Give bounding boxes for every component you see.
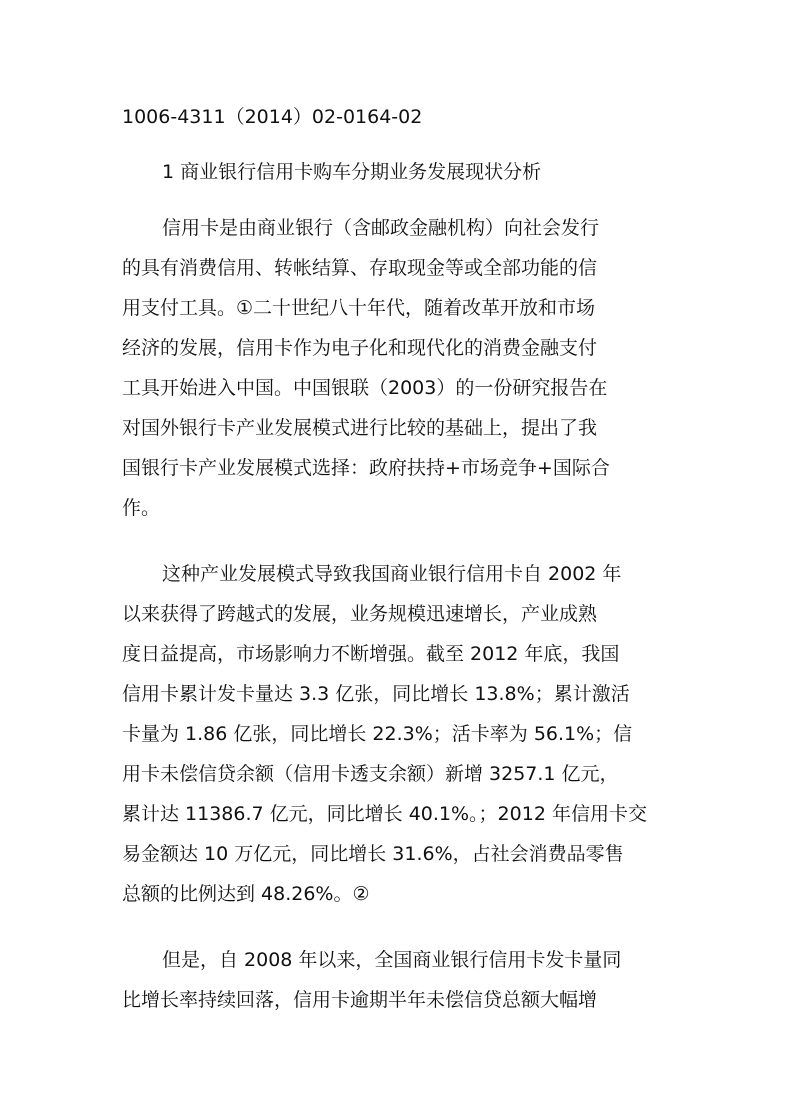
- paragraph-line: 易金额达 10 万亿元，同比增长 31.6%，占社会消费品零售: [122, 843, 624, 865]
- paragraph-line: 的具有消费信用、转帐结算、存取现金等或全部功能的信: [122, 257, 598, 279]
- paragraph-line: 卡量为 1.86 亿张，同比增长 22.3%；活卡率为 56.1%；信: [122, 723, 633, 745]
- section-heading: 1 商业银行信用卡购车分期业务发展现状分析: [162, 161, 542, 183]
- article-reference-number: 1006-4311（2014）02-0164-02: [122, 106, 423, 128]
- paragraph-credit-card-definition: [122, 208, 670, 528]
- paragraph-growth-decline: [122, 940, 670, 1020]
- paragraph-line: 国银行卡产业发展模式选择：政府扶持+市场竞争+国际合: [122, 457, 610, 479]
- paragraph-line: 用支付工具。①二十世纪八十年代，随着改革开放和市场: [122, 297, 596, 319]
- paragraph-line: 以来获得了跨越式的发展，业务规模迅速增长，产业成熟: [122, 603, 598, 625]
- paragraph-line: 总额的比例达到 48.26%。②: [122, 883, 370, 905]
- paragraph-line: 累计达 11386.7 亿元，同比增长 40.1%。；2012 年信用卡交: [122, 803, 647, 825]
- paragraph-line: 作。: [122, 497, 161, 519]
- paragraph-line: 用卡未偿信贷余额（信用卡透支余额）新增 3257.1 亿元，: [122, 763, 619, 785]
- paragraph-line: 信用卡是由商业银行（含邮政金融机构）向社会发行: [162, 217, 600, 239]
- paragraph-line: 经济的发展，信用卡作为电子化和现代化的消费金融支付: [122, 337, 598, 359]
- paragraph-industry-growth: [122, 554, 670, 914]
- paragraph-line: 度日益提高，市场影响力不断增强。截至 2012 年底，我国: [122, 643, 620, 665]
- paragraph-line: 工具开始进入中国。中国银联（2003）的一份研究报告在: [122, 377, 608, 399]
- paragraph-line: 对国外银行卡产业发展模式进行比较的基础上，提出了我: [122, 417, 598, 439]
- paragraph-line: 但是，自 2008 年以来，全国商业银行信用卡发卡量同: [162, 949, 622, 971]
- paragraph-line: 信用卡累计发卡量达 3.3 亿张，同比增长 13.8%；累计激活: [122, 683, 630, 705]
- paragraph-line: 比增长率持续回落，信用卡逾期半年未偿信贷总额大幅增: [122, 989, 598, 1011]
- paragraph-line: 这种产业发展模式导致我国商业银行信用卡自 2002 年: [162, 563, 622, 585]
